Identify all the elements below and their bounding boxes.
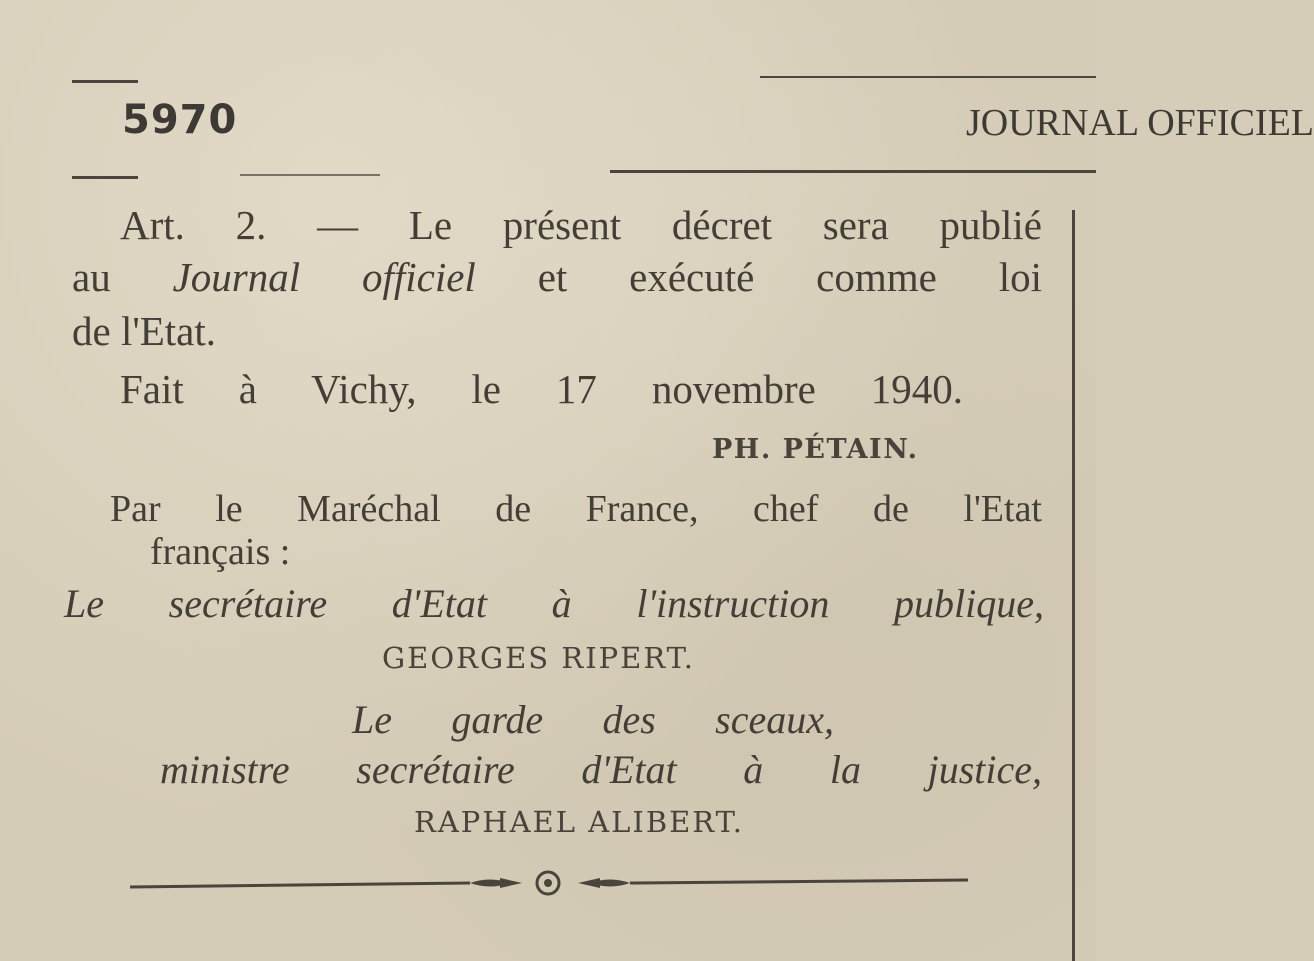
page-number: 5970 (122, 97, 238, 143)
article-2-au: au (72, 254, 111, 300)
header-bottom-rule-right (610, 170, 1096, 173)
header-bottom-rule-mid (240, 174, 380, 176)
header-bottom-rule-left (72, 176, 138, 179)
signature-alibert: RAPHAEL ALIBERT. (414, 805, 744, 839)
signature-petain: PH. PÉTAIN. (712, 434, 919, 465)
journal-title: JOURNAL OFFICIEL (966, 102, 1314, 144)
par-le-marechal-line-2: français : (150, 531, 291, 573)
article-2-line-2 (72, 254, 1042, 300)
article-2-executed: et exécuté comme loi (537, 254, 1042, 300)
column-divider (1072, 210, 1075, 961)
signature-ripert: GEORGES RIPERT. (382, 641, 695, 675)
article-2-line-1: Art. 2. — Le présent décret sera publié (120, 202, 1042, 248)
header-top-rule-right (760, 76, 1096, 78)
header-top-rule-left (72, 80, 138, 83)
article-2-line-3: de l'Etat. (72, 308, 217, 354)
ornamental-divider (130, 866, 970, 906)
secretaire-instruction-publique: Le secrétaire d'Etat à l'instruction publique, (64, 581, 1044, 626)
par-le-marechal-line-1: Par le Maréchal de France, chef de l'Etat (110, 488, 1042, 530)
journal-officiel-italic: Journal officiel (172, 254, 476, 300)
place-date-line: Fait à Vichy, le 17 novembre 1940. (120, 366, 963, 412)
garde-des-sceaux: Le garde des sceaux, (352, 697, 834, 742)
ministre-justice: ministre secrétaire d'Etat à la justice, (160, 747, 1042, 792)
